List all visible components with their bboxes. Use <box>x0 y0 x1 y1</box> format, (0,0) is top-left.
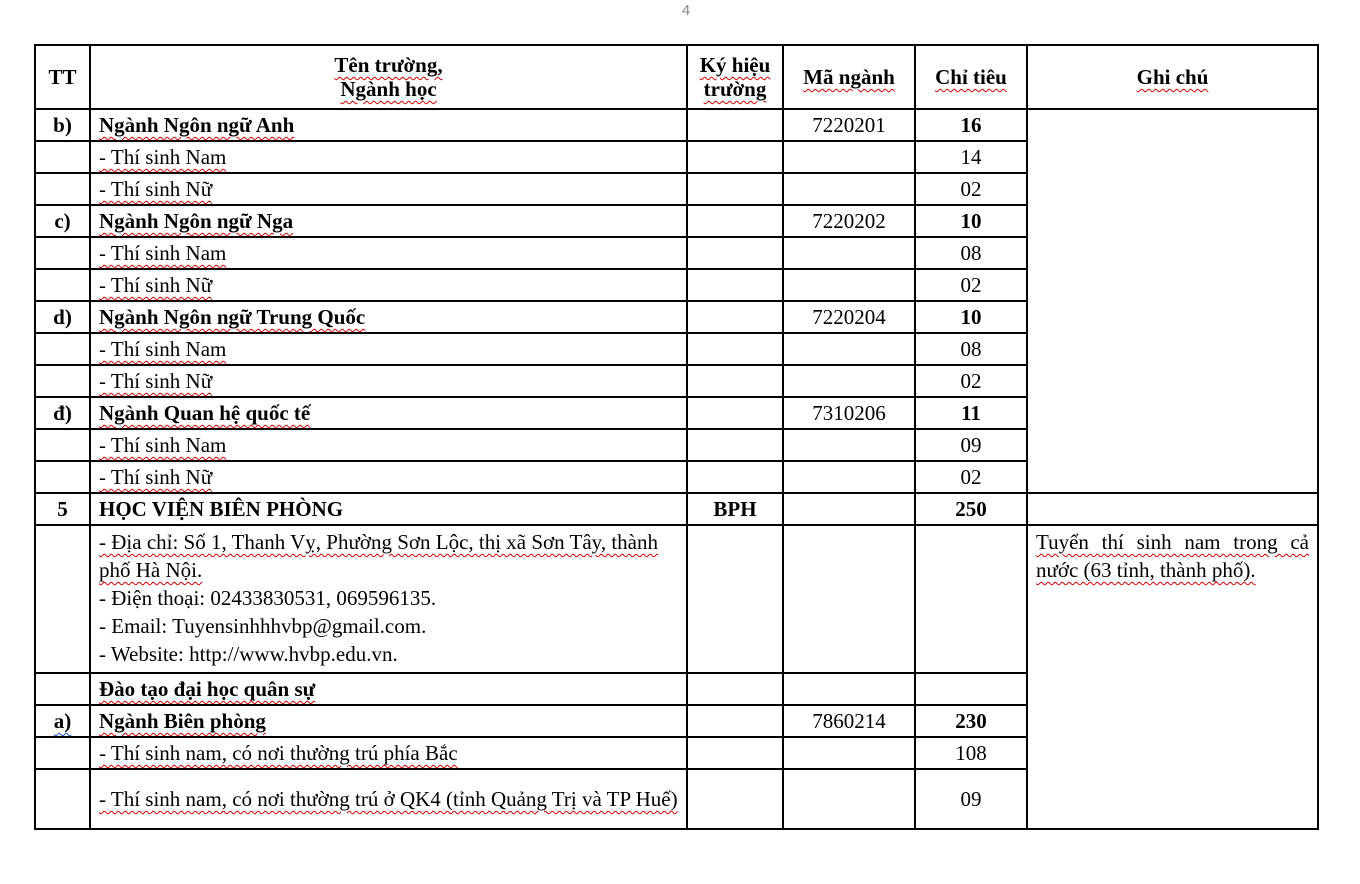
note-hvbp: Tuyển thí sinh nam trong cả nước (63 tỉnh, thành phố). <box>1027 525 1318 829</box>
major-code: 7860214 <box>783 705 915 737</box>
quota: 09 <box>915 429 1027 461</box>
header-ghi-chu: Ghi chú <box>1027 45 1318 109</box>
major-code <box>783 237 915 269</box>
row-tt <box>35 429 90 461</box>
candidate-group: - Thí sinh Nam <box>90 333 687 365</box>
header-ten-truong: Tên trường, Ngành học <box>90 45 687 109</box>
row-tt <box>35 769 90 829</box>
major-name: Ngành Biên phòng <box>90 705 687 737</box>
major-code <box>783 429 915 461</box>
row-tt: đ) <box>35 397 90 429</box>
major-code <box>783 525 915 673</box>
quota: 09 <box>915 769 1027 829</box>
major-code: 7220204 <box>783 301 915 333</box>
school-code <box>687 461 783 493</box>
school-code <box>687 429 783 461</box>
header-tt: TT <box>35 45 90 109</box>
candidate-group: - Thí sinh Nữ <box>90 173 687 205</box>
quota: 02 <box>915 269 1027 301</box>
school-code <box>687 397 783 429</box>
header-ma-nganh: Mã ngành <box>783 45 915 109</box>
quota: 02 <box>915 461 1027 493</box>
school-code <box>687 173 783 205</box>
candidate-group: - Thí sinh Nữ <box>90 461 687 493</box>
quota: 08 <box>915 333 1027 365</box>
row-tt <box>35 525 90 673</box>
major-name: Ngành Quan hệ quốc tế <box>90 397 687 429</box>
major-code <box>783 365 915 397</box>
row-tt <box>35 365 90 397</box>
quota <box>915 525 1027 673</box>
website-text: - Website: http://www.hvbp.edu.vn. <box>99 642 398 666</box>
school-code <box>687 269 783 301</box>
candidate-group: - Thí sinh Nam <box>90 141 687 173</box>
row-tt <box>35 333 90 365</box>
school-code: BPH <box>687 493 783 525</box>
note-cell-empty <box>1027 493 1318 525</box>
school-code <box>687 705 783 737</box>
major-code: 7220201 <box>783 109 915 141</box>
school-code <box>687 365 783 397</box>
quota <box>915 673 1027 705</box>
row-tt: c) <box>35 205 90 237</box>
quota: 11 <box>915 397 1027 429</box>
major-name: Ngành Ngôn ngữ Nga <box>90 205 687 237</box>
major-code <box>783 173 915 205</box>
row-tt: 5 <box>35 493 90 525</box>
row-tt: d) <box>35 301 90 333</box>
row-tt <box>35 673 90 705</box>
major-name: Ngành Ngôn ngữ Trung Quốc <box>90 301 687 333</box>
school-code <box>687 769 783 829</box>
quota: 02 <box>915 173 1027 205</box>
header-row <box>35 45 1318 109</box>
page-number: 4 <box>681 2 691 19</box>
school-code <box>687 109 783 141</box>
row-tt <box>35 173 90 205</box>
school-name: HỌC VIỆN BIÊN PHÒNG <box>90 493 687 525</box>
major-code: 7310206 <box>783 397 915 429</box>
table-row <box>35 525 1318 673</box>
candidate-group: - Thí sinh nam, có nơi thường trú phía Bắc <box>90 737 687 769</box>
quota: 02 <box>915 365 1027 397</box>
quota: 16 <box>915 109 1027 141</box>
school-contact-info <box>90 525 687 673</box>
candidate-group: - Thí sinh Nữ <box>90 365 687 397</box>
phone-text: - Điện thoại: 02433830531, 069596135. <box>99 586 437 610</box>
major-code <box>783 769 915 829</box>
candidate-group: - Thí sinh Nam <box>90 237 687 269</box>
row-tt <box>35 269 90 301</box>
major-code: 7220202 <box>783 205 915 237</box>
major-name: Ngành Ngôn ngữ Anh <box>90 109 687 141</box>
row-tt <box>35 737 90 769</box>
candidate-group: - Thí sinh Nam <box>90 429 687 461</box>
quota: 10 <box>915 205 1027 237</box>
header-chi-tieu: Chỉ tiêu <box>915 45 1027 109</box>
quota: 08 <box>915 237 1027 269</box>
quota: 250 <box>915 493 1027 525</box>
quota: 108 <box>915 737 1027 769</box>
major-code <box>783 269 915 301</box>
school-code <box>687 301 783 333</box>
admission-table <box>34 44 1319 830</box>
school-code <box>687 525 783 673</box>
note-cell-empty <box>1027 109 1318 493</box>
major-code <box>783 673 915 705</box>
quota: 10 <box>915 301 1027 333</box>
quota: 14 <box>915 141 1027 173</box>
row-tt <box>35 461 90 493</box>
school-code <box>687 205 783 237</box>
major-code <box>783 141 915 173</box>
candidate-group: - Thí sinh Nữ <box>90 269 687 301</box>
major-code <box>783 737 915 769</box>
row-tt: a) <box>35 705 90 737</box>
table-row <box>35 109 1318 141</box>
major-code <box>783 461 915 493</box>
quota: 230 <box>915 705 1027 737</box>
school-code <box>687 333 783 365</box>
school-code <box>687 737 783 769</box>
row-tt <box>35 237 90 269</box>
row-tt <box>35 141 90 173</box>
table-row <box>35 493 1318 525</box>
row-tt: b) <box>35 109 90 141</box>
school-code <box>687 673 783 705</box>
email-text: - Email: Tuyensinhhhvbp@gmail.com. <box>99 614 427 638</box>
major-code <box>783 493 915 525</box>
address-text: - Địa chỉ: Số 1, Thanh Vỵ, Phường Sơn Lộc, thị xã Sơn Tây, thành phố Hà Nội. <box>99 530 658 582</box>
training-type: Đào tạo đại học quân sự <box>90 673 687 705</box>
header-ky-hieu: Ký hiệu trường <box>687 45 783 109</box>
major-code <box>783 333 915 365</box>
school-code <box>687 141 783 173</box>
school-code <box>687 237 783 269</box>
candidate-group: - Thí sinh nam, có nơi thường trú ở QK4 (tỉnh Quảng Trị và TP Huế) <box>90 769 687 829</box>
